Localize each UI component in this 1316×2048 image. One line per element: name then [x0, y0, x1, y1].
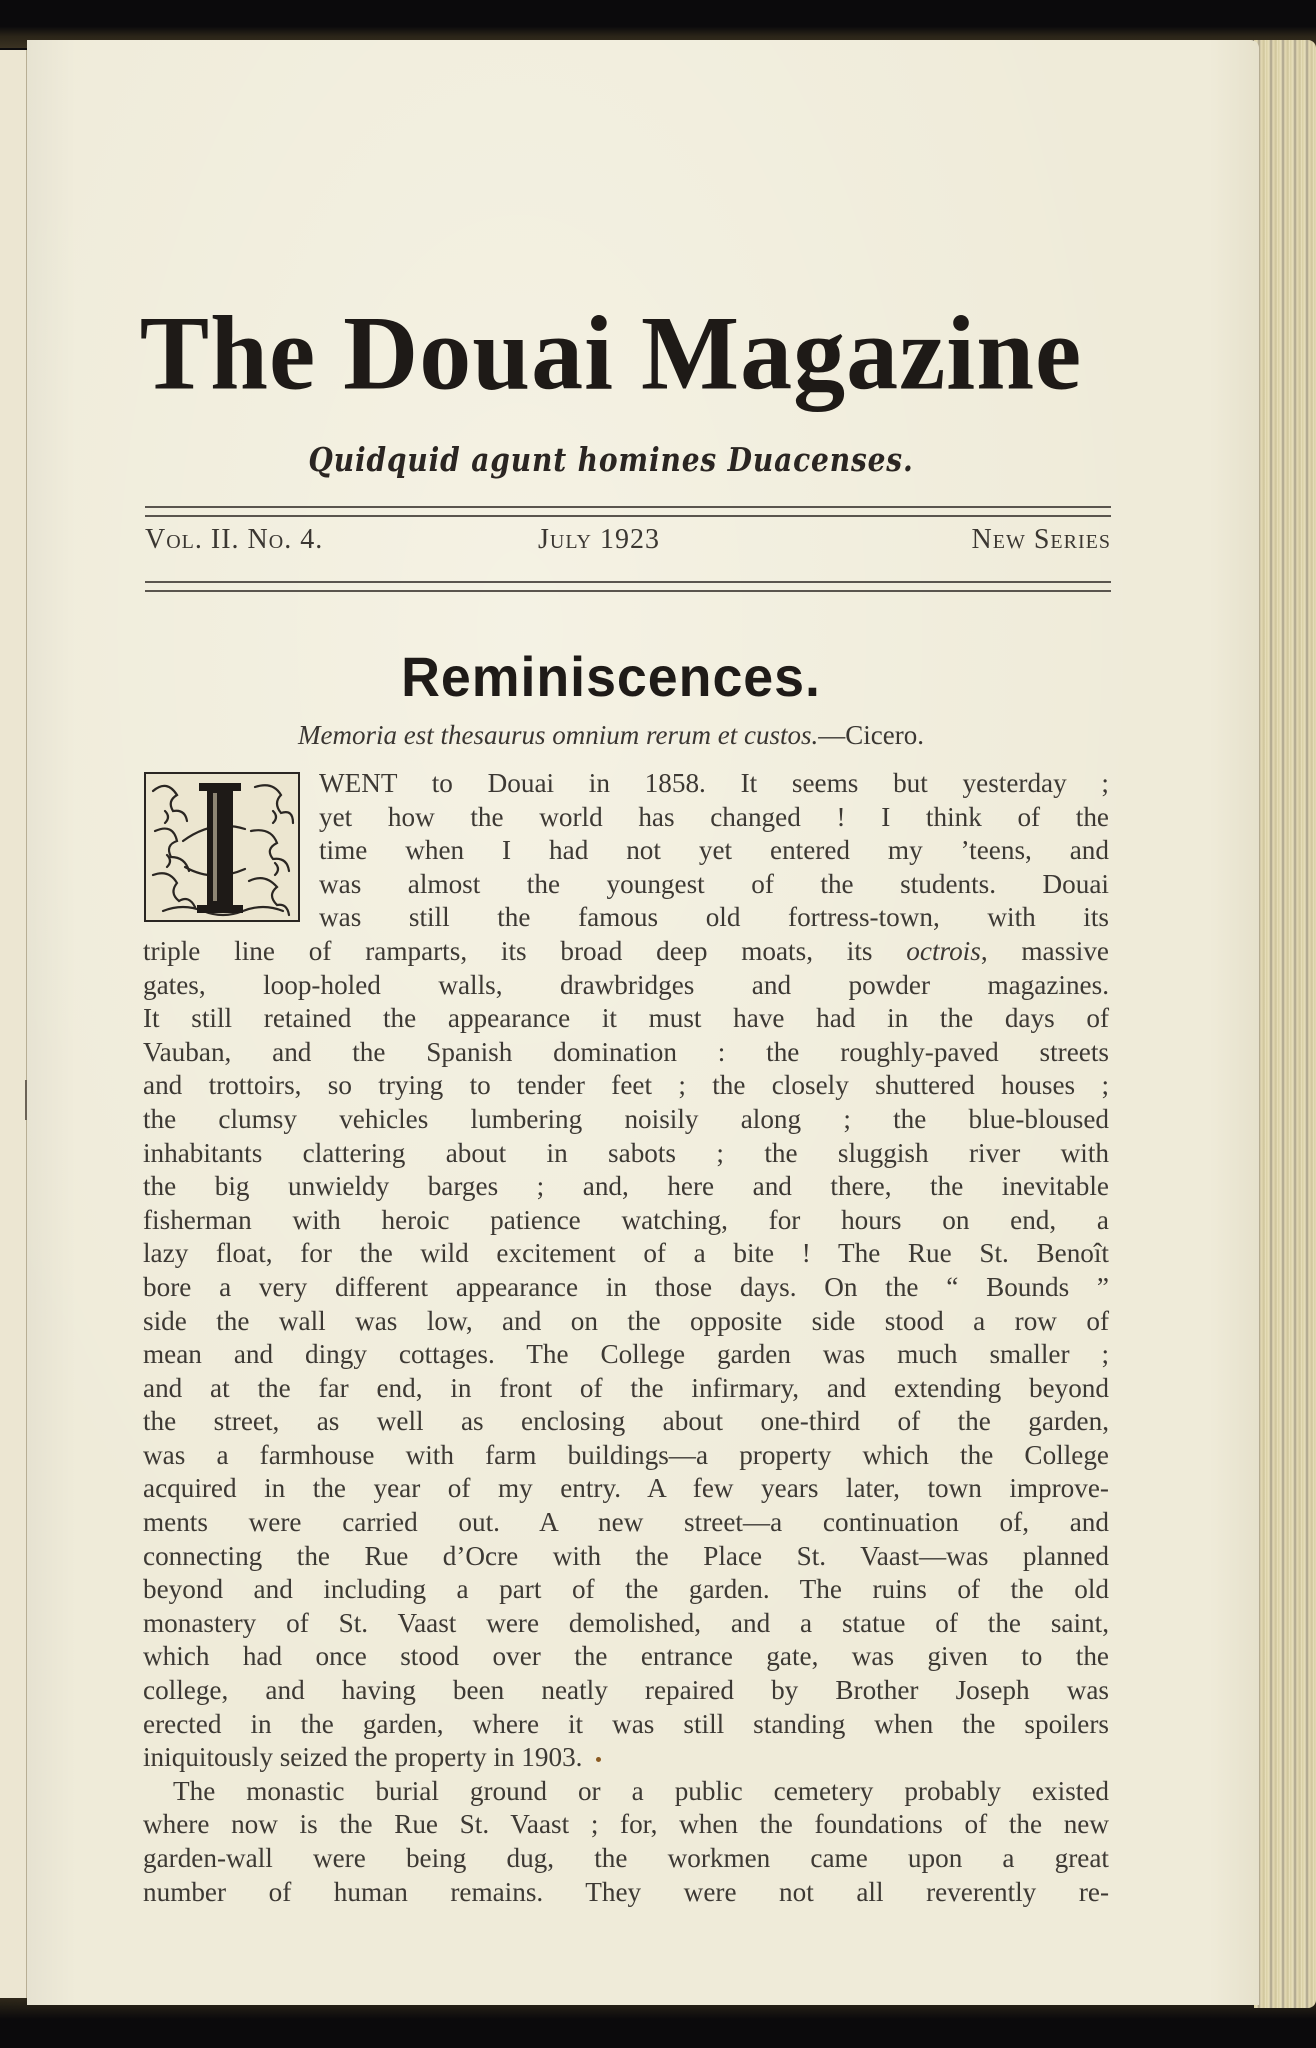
body-line: college, and having been neatly repaired by Brother Joseph was — [143, 1675, 1109, 1706]
body-line: inhabitants clattering about in sabots ; the sluggish river with — [143, 1137, 1109, 1168]
masthead-motto: Quidquid agunt homines Duacenses. — [308, 440, 914, 479]
double-rule-bottom — [145, 581, 1111, 592]
body-line: ments were carried out. A new street—a continuation of, and — [143, 1507, 1109, 1538]
body-line: beyond and including a part of the garden. The ruins of the old — [143, 1574, 1109, 1605]
body-line: garden-wall were being dug, the workmen came upon a great — [143, 1843, 1109, 1873]
ornamental-dropcap-icon — [143, 771, 301, 923]
body-line: connecting the Rue d’Ocre with the Place St. Vaast—was planned — [143, 1540, 1109, 1571]
margin-mark — [25, 1080, 27, 1120]
body-line-last — [143, 1741, 1109, 1775]
body-text-run: iniquitously seized the property in 1903. — [143, 1742, 583, 1773]
body-line: time when I had not yet entered my ’teens, and — [319, 835, 1109, 866]
article-body — [143, 767, 1109, 1909]
body-line: fisherman with heroic patience watching, for hours on end, a — [143, 1204, 1109, 1235]
ink-spot — [596, 1757, 601, 1762]
article-title: Reminiscences. — [401, 645, 821, 708]
body-line: acquired in the year of my entry. A few years later, town improve- — [143, 1473, 1109, 1504]
epigraph-attribution: —Cicero. — [818, 720, 924, 750]
body-line: yet how the world has changed ! I think of the — [319, 801, 1109, 832]
body-line: the street, as well as enclosing about one-third of the garden, — [143, 1406, 1109, 1437]
body-line: and at the far end, in front of the infirmary, and extending beyond — [143, 1372, 1109, 1403]
page-stack-edges — [1254, 40, 1316, 2008]
body-line: the clumsy vehicles lumbering noisily along ; the blue-bloused — [143, 1103, 1109, 1134]
body-line: and trottoirs, so trying to tender feet ; the closely shuttered houses ; — [143, 1070, 1109, 1101]
body-text-run: triple line of ramparts, its broad deep moats, its — [143, 935, 907, 966]
body-line: Vauban, and the Spanish domination : the roughly-paved streets — [143, 1036, 1109, 1067]
body-line: It still retained the appearance it must have had in the days of — [143, 1003, 1109, 1034]
body-line: mean and dingy cottages. The College garden was much smaller ; — [143, 1339, 1109, 1370]
epigraph-quote: Memoria est thesaurus omnium rerum et custos. — [298, 720, 819, 750]
issue-line — [145, 524, 1111, 564]
epigraph — [113, 720, 1109, 751]
body-line: was a farmhouse with farm buildings—a property which the College — [143, 1439, 1109, 1470]
body-line: which had once stood over the entrance gate, was given to the — [143, 1641, 1109, 1672]
italic-word: octrois — [906, 935, 981, 966]
body-line: monastery of St. Vaast were demolished, and a statue of the saint, — [143, 1607, 1109, 1638]
body-line: WENT to Douai in 1858. It seems but yesterday ; — [319, 768, 1109, 798]
issue-date: July 1923 — [538, 524, 660, 555]
body-line: was still the famous old fortress-town, with its — [319, 902, 1109, 933]
body-line: side the wall was low, and on the opposite side stood a row of — [143, 1305, 1109, 1336]
body-line: bore a very different appearance in those days. On the “ Bounds ” — [143, 1271, 1109, 1302]
body-line: lazy float, for the wild excitement of a bite ! The Rue St. Benoît — [143, 1238, 1109, 1269]
volume-number: Vol. II. No. 4. — [145, 524, 324, 555]
body-line: where now is the Rue St. Vaast ; for, when the foundations of the new — [143, 1809, 1109, 1840]
body-line: was almost the youngest of the students. Douai — [319, 868, 1109, 899]
paragraph-2 — [143, 1775, 1109, 1909]
body-line: the big unwieldy barges ; and, here and there, the inevitable — [143, 1171, 1109, 1202]
body-text-run: , massive — [980, 935, 1110, 966]
paragraph-1 — [143, 935, 1109, 1775]
double-rule-top — [145, 506, 1111, 517]
body-line: number of human remains. They were not all reverently re- — [143, 1876, 1109, 1907]
magazine-page — [27, 40, 1259, 2005]
body-line: erected in the garden, where it was still standing when the spoilers — [143, 1708, 1109, 1739]
body-line: gates, loop-holed walls, drawbridges and powder magazines. — [143, 969, 1109, 1000]
masthead-title: The Douai Magazine — [139, 294, 1083, 413]
series-label: New Series — [971, 524, 1111, 555]
body-line — [143, 935, 1109, 969]
facing-page-edge — [0, 50, 27, 1998]
body-line: The monastic burial ground or a public cemetery probably existed — [173, 1775, 1109, 1806]
